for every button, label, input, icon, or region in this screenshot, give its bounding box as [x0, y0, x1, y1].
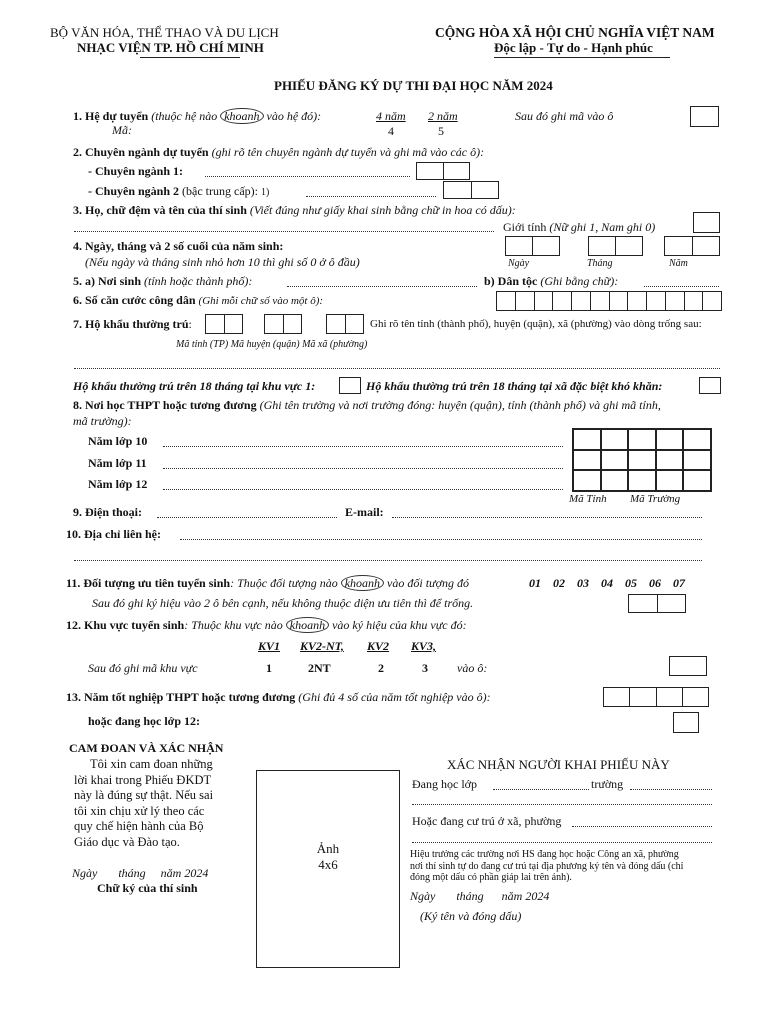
- region-hint-a: : Thuộc khu vực nào: [184, 618, 283, 632]
- republic-name: CỘNG HÒA XÃ HỘI CHỦ NGHĨA VIỆT NAM: [435, 25, 715, 40]
- confirm-note-line-2: nơi thí sinh tự do đang cư trú tại địa phương ký tên và đóng dấu (chỉ: [410, 860, 684, 872]
- graduation-year-hint: (Ghi đủ 4 số của năm tốt nghiệp vào ô):: [298, 690, 491, 704]
- pledge-line-3: này là đúng sự thật. Nếu sai: [74, 788, 214, 802]
- pledge-line-6: Giáo dục và Đào tạo.: [74, 834, 180, 849]
- priority-hint-2: Sau đó ghi ký hiệu vào 2 ô bên cạnh, nếu không thuộc diện ưu tiên thì để trống.: [92, 596, 474, 610]
- section-4-label: 4. Ngày, tháng và 2 số cuối của năm sinh:: [73, 239, 284, 253]
- priority-hint-a: : Thuộc đối tượng nào: [230, 576, 338, 590]
- region-kv1[interactable]: KV1: [258, 639, 281, 653]
- section-1-hint-b: vào hệ đó):: [266, 109, 322, 123]
- priority-circled-word: khoanh: [341, 575, 384, 591]
- residence-hint: Ghi rõ tên tỉnh (thành phố), huyện (quận), xã (phường) vào dòng trống sau:: [370, 318, 702, 330]
- district-code-boxes[interactable]: [264, 314, 302, 334]
- system-code-5: 5: [438, 124, 444, 138]
- gender-line: [503, 220, 655, 235]
- system-option-2-years[interactable]: 2 năm: [428, 109, 458, 123]
- section-1-tail: Sau đó ghi mã vào ô: [515, 109, 614, 123]
- confirm-school-label: trường: [591, 777, 624, 791]
- email-field[interactable]: [392, 517, 702, 518]
- birthplace-field[interactable]: [287, 286, 477, 287]
- birth-month-boxes[interactable]: [588, 236, 643, 256]
- photo-label: Ảnh: [316, 841, 340, 856]
- grade-12-status-label: hoặc đang học lớp 12:: [88, 714, 200, 728]
- email-label: E-mail:: [345, 505, 384, 519]
- birthplace-hint: (tỉnh hoặc thành phố):: [144, 274, 253, 288]
- section-12-line: [66, 618, 467, 633]
- region-tail-b: vào ô:: [457, 661, 488, 675]
- priority-code-boxes[interactable]: [628, 594, 686, 613]
- grade-11-school-field[interactable]: [163, 468, 563, 469]
- priority-code-01[interactable]: 01: [529, 576, 541, 590]
- birth-day-boxes[interactable]: [505, 236, 560, 256]
- major-2-label: - Chuyên ngành 2: [88, 184, 180, 198]
- section-1-label: 1. Hệ dự tuyển: [73, 109, 149, 123]
- priority-code-06[interactable]: 06: [649, 576, 661, 590]
- area-1-label: Hộ khẩu thường trú trên 18 tháng tại khu vực 1:: [73, 379, 316, 393]
- system-code-4: 4: [388, 124, 394, 138]
- region-kv2[interactable]: KV2: [367, 639, 390, 653]
- priority-code-04[interactable]: 04: [601, 576, 613, 590]
- pledge-title: CAM ĐOAN VÀ XÁC NHẬN: [69, 741, 224, 755]
- major-1-label: - Chuyên ngành 1:: [88, 164, 184, 178]
- confirm-extra-field[interactable]: [412, 804, 712, 805]
- ethnicity-hint: (Ghi bằng chữ):: [540, 274, 619, 288]
- confirm-school-field[interactable]: [630, 789, 712, 790]
- full-name-field[interactable]: [74, 231, 494, 232]
- grade-12-status-box[interactable]: [673, 712, 699, 733]
- priority-codes: [529, 576, 685, 591]
- citizen-id-label: 6. Số căn cước công dân: [73, 293, 196, 307]
- priority-code-05[interactable]: 05: [625, 576, 637, 590]
- region-code-2nt: 2NT: [308, 661, 331, 675]
- ethnicity-label: b) Dân tộc: [484, 274, 538, 288]
- birth-year-caption: Năm: [669, 258, 688, 269]
- citizen-id-hint: (Ghi mỗi chữ số vào một ô):: [198, 295, 324, 307]
- section-3-line: [73, 203, 516, 218]
- confirm-note-line-3: đóng một dấu có phần giáp lai trên ảnh).: [410, 872, 572, 883]
- graduation-year-boxes[interactable]: [603, 687, 709, 707]
- gender-hint: (Nữ ghi 1, Nam ghi 0): [549, 220, 656, 234]
- citizen-id-boxes[interactable]: [496, 291, 722, 311]
- confirm-note: [410, 849, 683, 884]
- confirm-title: XÁC NHẬN NGƯỜI KHAI PHIẾU NÀY: [447, 757, 670, 772]
- pledge-text: [74, 757, 250, 850]
- birth-day-caption: Ngày: [508, 258, 530, 269]
- major-1-code-boxes[interactable]: [416, 162, 470, 180]
- grade-11-label: Năm lớp 11: [88, 456, 147, 470]
- residence-code-captions: Mã tỉnh (TP) Mã huyện (quận) Mã xã (phường): [176, 339, 368, 350]
- grade-10-label: Năm lớp 10: [88, 434, 148, 448]
- region-code-2: 2: [378, 661, 384, 675]
- priority-code-02[interactable]: 02: [553, 576, 565, 590]
- region-hint-b: vào ký hiệu của khu vực đó:: [332, 618, 467, 632]
- region-kv2nt[interactable]: KV2-NT,: [300, 639, 344, 653]
- confirm-residence-label: Hoặc đang cư trú ở xã, phường: [412, 814, 562, 828]
- region-tail-a: Sau đó ghi mã khu vực: [88, 661, 198, 675]
- birth-year-boxes[interactable]: [664, 236, 720, 256]
- confirm-note-line-1: Hiệu trưởng các trường nơi HS đang học hoặc Công an xã, phường: [410, 849, 679, 860]
- region-code-box[interactable]: [669, 656, 707, 676]
- confirm-signature-label: (Ký tên và đóng dấu): [420, 909, 522, 923]
- priority-label: 11. Đối tượng ưu tiên tuyển sinh: [66, 576, 231, 590]
- form-title: PHIẾU ĐĂNG KÝ DỰ THI ĐẠI HỌC NĂM 2024: [274, 78, 553, 93]
- birthplace-label: 5. a) Nơi sinh: [73, 274, 141, 288]
- school-code-grid[interactable]: [572, 428, 712, 492]
- province-code-boxes[interactable]: [205, 314, 243, 334]
- graduation-year-label: 13. Năm tốt nghiệp THPT hoặc tương đương: [66, 690, 296, 704]
- national-motto: Độc lập - Tự do - Hạnh phúc: [494, 40, 653, 55]
- grade-12-label: Năm lớp 12: [88, 477, 148, 491]
- section-5b-line: [484, 274, 618, 289]
- region-code-3: 3: [422, 661, 428, 675]
- pledge-line-5: quy chế hiện hành của Bộ: [74, 819, 204, 833]
- section-1-line: [73, 109, 321, 124]
- section-7-line: [73, 317, 192, 332]
- pledge-line-4: tôi xin chịu xử lý theo các: [74, 803, 205, 818]
- system-code-box[interactable]: [690, 106, 719, 127]
- section-1-hint-a: (thuộc hệ nào: [151, 109, 218, 123]
- residence-address-field[interactable]: [74, 368, 720, 369]
- grade-12-school-field[interactable]: [163, 489, 563, 490]
- confirm-residence-field[interactable]: [572, 826, 712, 827]
- grade-10-school-field[interactable]: [163, 446, 563, 447]
- region-code-1: 1: [266, 661, 272, 675]
- major-1-field[interactable]: [205, 176, 410, 177]
- school-name: NHẠC VIỆN TP. HỒ CHÍ MINH: [77, 40, 264, 55]
- birth-month-caption: Tháng: [587, 258, 613, 269]
- confirm-class-field[interactable]: [493, 789, 589, 790]
- province-code-caption: Mã Tỉnh: [569, 493, 607, 505]
- gender-box[interactable]: [693, 212, 720, 233]
- ethnicity-field[interactable]: [644, 286, 719, 287]
- major-2-code-boxes[interactable]: [443, 181, 499, 199]
- phone-field[interactable]: [157, 517, 337, 518]
- area-difficult-box[interactable]: [699, 377, 721, 394]
- major-2-line: [88, 184, 269, 199]
- priority-code-03[interactable]: 03: [577, 576, 589, 590]
- section-5a-line: [73, 274, 252, 289]
- ward-code-boxes[interactable]: [326, 314, 364, 334]
- school-code-caption: Mã Trường: [630, 493, 681, 505]
- major-2-field[interactable]: [306, 196, 436, 197]
- pledge-signature-label: Chữ ký của thí sinh: [97, 881, 198, 895]
- gender-label: Giới tính: [503, 220, 547, 234]
- region-kv3[interactable]: KV3,: [411, 639, 437, 653]
- section-2-hint: (ghi rõ tên chuyên ngành dự tuyển và ghi mã vào các ô):: [211, 145, 485, 159]
- photo-box[interactable]: [256, 770, 400, 968]
- pledge-date: Ngày tháng năm 2024: [72, 866, 209, 880]
- major-2-index: 1): [261, 187, 270, 198]
- header-left-rule: [140, 57, 240, 58]
- priority-code-07[interactable]: 07: [673, 576, 685, 590]
- pledge-line-2: lời khai trong Phiếu ĐKDT: [74, 772, 212, 787]
- area-difficult-label: Hộ khẩu thường trú trên 18 tháng tại xã đặc biệt khó khăn:: [366, 379, 663, 393]
- highschool-hint-2: mã trường):: [73, 414, 132, 428]
- ministry-name: BỘ VĂN HÓA, THỂ THAO VÀ DU LỊCH: [50, 25, 279, 40]
- residence-label: 7. Hộ khẩu thường trú: [73, 317, 189, 331]
- area-1-box[interactable]: [339, 377, 361, 394]
- section-6-line: [73, 293, 323, 308]
- section-1-circled-word: khoanh: [220, 108, 263, 124]
- contact-address-field[interactable]: [180, 539, 702, 540]
- region-label: 12. Khu vực tuyển sinh: [66, 618, 185, 632]
- section-2-label: 2. Chuyên ngành dự tuyển: [73, 145, 209, 159]
- section-3-label: 3. Họ, chữ đệm và tên của thí sinh: [73, 203, 247, 217]
- system-option-4-years[interactable]: 4 năm: [376, 109, 406, 123]
- highschool-label: 8. Nơi học THPT hoặc tương đương: [73, 398, 257, 412]
- major-2-level: (bậc trung cấp):: [182, 184, 258, 198]
- highschool-hint: (Ghi tên trường và nơi trường đóng: huyện (quận), tỉnh (thành phố) và ghi mã tỉnh,: [259, 398, 661, 412]
- section-2-line: [73, 145, 484, 160]
- contact-address-field-2[interactable]: [74, 560, 702, 561]
- section-11-line: [66, 576, 469, 591]
- section-13-line: [66, 690, 491, 705]
- region-circled-word: khoanh: [286, 617, 329, 633]
- priority-hint-b: vào đối tượng đó: [387, 576, 469, 590]
- phone-label: 9. Điện thoại:: [73, 505, 142, 519]
- contact-address-label: 10. Địa chỉ liên hệ:: [66, 527, 161, 541]
- photo-size: 4x6: [318, 857, 338, 872]
- confirm-date: Ngày tháng năm 2024: [410, 889, 550, 903]
- section-8-line: [73, 398, 661, 413]
- confirm-residence-field-2[interactable]: [412, 842, 712, 843]
- header-right-rule: [494, 57, 670, 58]
- residence-colon: :: [188, 317, 192, 331]
- section-1-code-label: Mã:: [112, 123, 132, 137]
- pledge-line-1: Tôi xin cam đoan những: [90, 757, 213, 771]
- section-4-hint: (Nếu ngày và tháng sinh nhỏ hơn 10 thì ghi số 0 ở ô đầu): [85, 255, 360, 269]
- section-3-hint: (Viết đúng như giấy khai sinh bằng chữ in hoa có dấu):: [249, 203, 516, 217]
- confirm-class-label: Đang học lớp: [412, 777, 477, 791]
